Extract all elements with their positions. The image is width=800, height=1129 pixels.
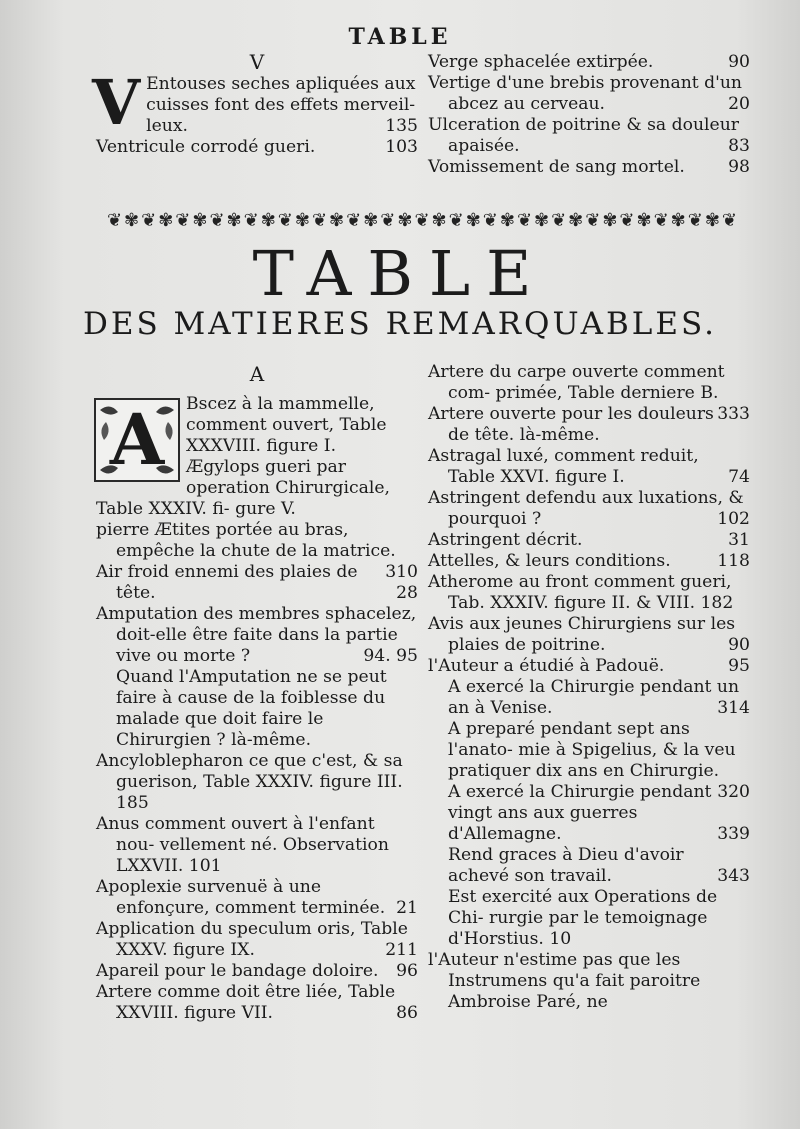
index-entry <box>428 362 750 424</box>
entry-page: 320 <box>717 782 750 802</box>
table-subtitle: DES MATIERES REMARQUABLES. <box>82 306 718 342</box>
index-entry <box>428 530 750 551</box>
entry-page: 90 <box>728 52 750 72</box>
index-entry <box>96 520 418 582</box>
entry-text: A exercé la Chirurgie pendant vingt ans aux guerres d'Allemagne. <box>448 782 712 844</box>
index-entry <box>428 551 750 572</box>
index-entry <box>428 73 750 115</box>
entry-text: Vertige d'une brebis provenant d'un abcez au cerveau. <box>428 73 743 114</box>
entry-text: Atherome au front comment gueri, Tab. XXXIV. figure II. & VIII. 182 <box>428 572 734 613</box>
index-entry <box>428 950 750 1013</box>
section-letter-v: V <box>249 50 265 74</box>
index-entry <box>428 572 750 614</box>
entry-text: Apareil pour le bandage doloire. <box>96 961 379 981</box>
entry-text: Ulceration de poitrine & sa douleur apaisée. <box>428 115 740 156</box>
entry-text: pierre Ætites portée au bras, empêche la chute de la matrice. <box>96 520 396 561</box>
entry-text: Ancyloblepharon ce que c'est, & sa guerison, Table XXXIV. figure III. 185 <box>96 751 403 813</box>
entry-text: A exercé la Chirurgie pendant un an à Venise. <box>448 677 740 718</box>
entry-page: 314 <box>717 698 750 718</box>
ornamental-dropcap-a <box>94 398 180 482</box>
index-entry <box>96 751 418 814</box>
index-entry <box>96 604 418 667</box>
section-letter-a: A <box>249 362 265 386</box>
top-left-column <box>92 50 418 158</box>
entry-text: Astringent defendu aux luxations, & pourquoi ? <box>428 488 744 529</box>
index-entry <box>96 961 418 982</box>
entry-text: Anus comment ouvert à l'enfant nou- vellement né. Observation LXXVII. 101 <box>96 814 389 876</box>
entry-page: 333 <box>717 404 750 424</box>
entry-page: 343 <box>717 866 750 886</box>
entry-text: Astragal luxé, comment reduit, Table XXVI. figure I. <box>428 446 699 487</box>
entry-text: Apoplexie survenuë à une enfonçure, comment terminée. <box>96 877 386 918</box>
index-entry <box>428 488 750 530</box>
index-entry <box>428 656 750 677</box>
entry-text: Quand l'Amputation ne se peut faire à cause de la foiblesse du malade que doit faire le Chirurgien ? là-même. <box>116 667 387 750</box>
index-entry <box>428 719 750 802</box>
entry-text: l'Auteur a étudié à Padouë. <box>428 656 665 676</box>
index-entry <box>96 919 418 961</box>
entry-text: Astringent décrit. <box>428 530 583 550</box>
index-entry <box>96 394 418 481</box>
index-entry <box>428 115 750 157</box>
entry-text: Rend graces à Dieu d'avoir achevé son travail. <box>448 845 684 886</box>
entry-text: Artere du carpe ouverte comment com- primée, Table derniere B. <box>428 362 725 403</box>
index-entry <box>428 52 750 73</box>
entry-page: 98 <box>728 157 750 177</box>
entry-page: 90 <box>728 635 750 655</box>
table-title: TABLE <box>252 237 548 310</box>
entry-page: 28 <box>396 583 418 603</box>
dropcap-letter: A <box>109 398 165 481</box>
index-entry <box>428 614 750 656</box>
entry-text: Ægylops gueri par operation Chirurgicale, Table XXXIV. fi- gure V. <box>96 457 390 519</box>
index-entry <box>92 66 418 139</box>
entry-text: l'Auteur n'estime pas que les Instrumens qu'a fait paroitre Ambroise Paré, ne <box>428 950 701 1012</box>
entry-page: 310 <box>385 562 418 582</box>
entry-text: Ventricule corrodé gueri. <box>96 137 316 157</box>
right-column <box>428 362 750 1013</box>
index-entry <box>96 562 418 604</box>
index-entry <box>428 782 750 845</box>
entry-page: 86 <box>396 1003 418 1023</box>
entry-page: 135 <box>385 116 418 136</box>
index-entry <box>428 157 750 178</box>
top-right-column <box>428 52 750 178</box>
entry-text: Application du speculum oris, Table XXXV. figure IX. <box>96 919 408 960</box>
index-entry <box>96 137 418 158</box>
entry-page: 103 <box>385 137 418 157</box>
index-entry <box>96 877 418 919</box>
entry-text: Artere comme doit être liée, Table XXVIII. figure VII. <box>96 982 396 1023</box>
entry-text: Attelles, & leurs conditions. <box>428 551 671 571</box>
entry-text: Verge sphacelée extirpée. <box>428 52 654 72</box>
index-entry <box>428 404 750 446</box>
index-entry <box>428 845 750 887</box>
index-entry <box>96 667 418 751</box>
running-head: TABLE <box>348 24 452 50</box>
entry-text: Amputation des membres sphacelez, doit-elle être faite dans la partie vive ou morte ? <box>96 604 417 666</box>
index-entry <box>428 446 750 488</box>
index-entry <box>428 677 750 719</box>
index-entry <box>428 887 750 950</box>
entry-text: Est exercité aux Operations de Chi- rurgie par le temoignage d'Horstius. 10 <box>448 887 718 949</box>
entry-page: 94. 95 <box>363 646 418 666</box>
entry-page: 102 <box>717 509 750 529</box>
entry-page: 339 <box>717 824 750 844</box>
entry-page: 20 <box>728 94 750 114</box>
entry-page: 211 <box>385 940 418 960</box>
entry-page: 21 <box>396 898 418 918</box>
entry-text: Vomissement de sang mortel. <box>428 157 685 177</box>
ornament-band: ❦✾❦✾❦✾❦✾❦✾❦✾❦✾❦✾❦✾❦✾❦✾❦✾❦✾❦✾❦✾❦✾❦✾❦✾❦ <box>106 210 740 231</box>
entry-page: 74 <box>728 467 750 487</box>
entry-text: Artere ouverte pour les douleurs de tête. là-même. <box>428 404 714 445</box>
index-entry <box>96 982 418 1024</box>
entry-page: 118 <box>717 551 750 571</box>
entry-page: 31 <box>728 530 750 550</box>
entry-text: Avis aux jeunes Chirurgiens sur les plaies de poitrine. <box>428 614 736 655</box>
entry-text: A preparé pendant sept ans l'anato- mie à Spigelius, & la veu pratiquer dix ans en Chirurgie. <box>448 719 736 781</box>
dropcap-v: V <box>92 66 141 139</box>
entry-text: Air froid ennemi des plaies de tête. <box>96 562 358 603</box>
entry-text: Entouses seches apliquées aux cuisses font des effets merveil- leux. <box>146 74 416 136</box>
entry-text: Bscez à la mammelle, comment ouvert, Table XXXVIII. figure I. <box>186 394 387 456</box>
index-entry <box>96 814 418 877</box>
entry-page: 96 <box>396 961 418 981</box>
entry-page: 95 <box>728 656 750 676</box>
entry-page: 83 <box>728 136 750 156</box>
left-column <box>96 362 418 1024</box>
